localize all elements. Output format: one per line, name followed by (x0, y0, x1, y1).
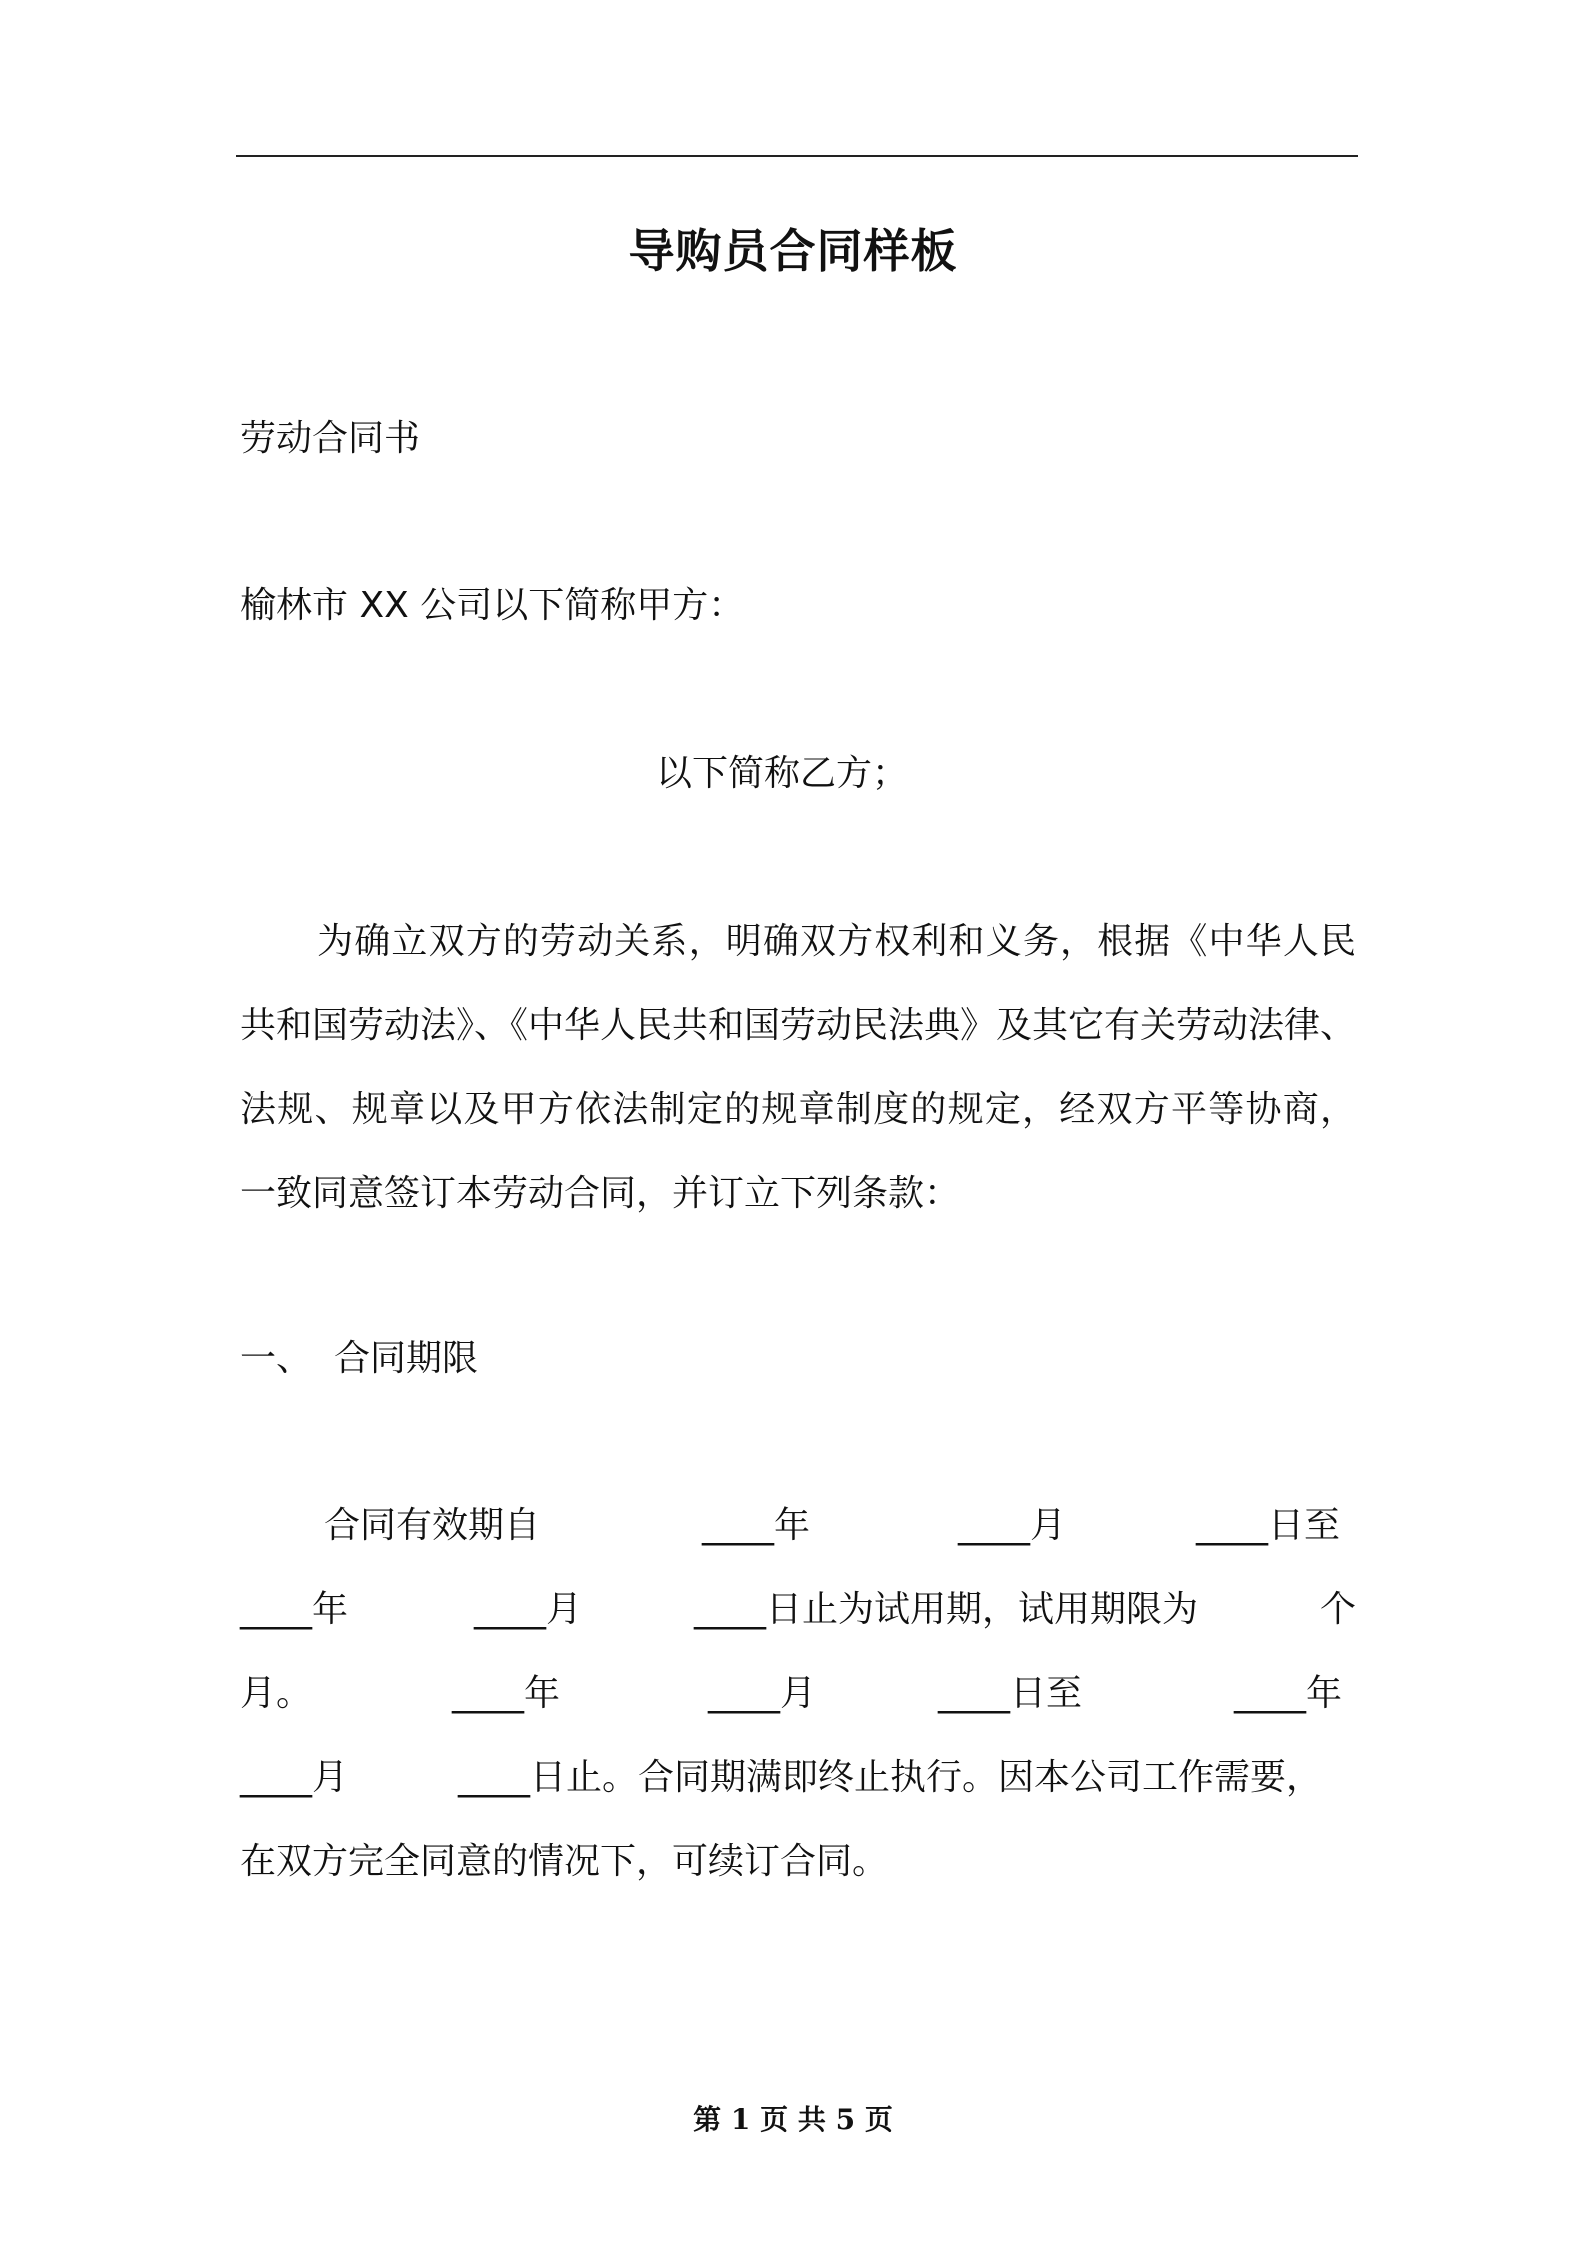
document-title: 导购员合同样板 (628, 224, 958, 278)
intro-line-2: 共和国劳动法》、《中华人民共和国劳动民法典》及其它有关劳动法律、 (240, 1005, 1357, 1046)
renewal-text: 在双方完全同意的情况下，可续订合同。 (240, 1841, 889, 1882)
month-blank: ____月 (240, 1757, 349, 1798)
year-blank: ____年 (1234, 1673, 1343, 1714)
year-blank: ____年 (702, 1505, 811, 1546)
validity-row-5 (240, 1836, 1356, 1920)
intro-line-4: 一致同意签订本劳动合同，并订立下列条款： (240, 1173, 961, 1214)
intro-paragraph (240, 900, 1356, 1236)
month-blank: ____月 (474, 1589, 583, 1630)
validity-row-4 (240, 1752, 1356, 1836)
validity-row-2 (240, 1584, 1356, 1668)
validity-row-1 (240, 1500, 1356, 1584)
year-blank: ____年 (452, 1673, 561, 1714)
section-heading-term (240, 1333, 478, 1385)
page-number: 第 1 页 共 5 页 (693, 2103, 893, 2136)
day-blank: ____日至 (1196, 1505, 1341, 1546)
intro-line-1: 为确立双方的劳动关系，明确双方权利和义务，根据《中华人民 (316, 921, 1356, 962)
probation-unit: 个 (1320, 1589, 1357, 1630)
contract-subtitle: 劳动合同书 (240, 418, 421, 459)
month-blank: ____月 (708, 1673, 817, 1714)
validity-row-3 (240, 1668, 1356, 1752)
day-blank: ____日至 (938, 1673, 1083, 1714)
validity-text: 合同有效期自 (324, 1505, 541, 1546)
section-title: 合同期限 (334, 1338, 479, 1379)
section-number: 一、 (240, 1338, 313, 1379)
year-blank: ____年 (240, 1589, 349, 1630)
party-a-line: 榆林市 XX 公司以下简称甲方： (240, 585, 745, 626)
term-end-text: ____日止。合同期满即终止执行。因本公司工作需要， (458, 1757, 1323, 1798)
month-text: 月。 (240, 1673, 313, 1714)
intro-line-3: 法规、规章以及甲方依法制定的规章制度的规定，经双方平等协商， (240, 1089, 1356, 1130)
probation-text: ____日止为试用期，试用期限为 (694, 1589, 1199, 1630)
header-divider (236, 155, 1358, 157)
month-blank: ____月 (958, 1505, 1067, 1546)
validity-paragraph (240, 1500, 1356, 1920)
party-b-line: 以下简称乙方； (656, 753, 909, 794)
